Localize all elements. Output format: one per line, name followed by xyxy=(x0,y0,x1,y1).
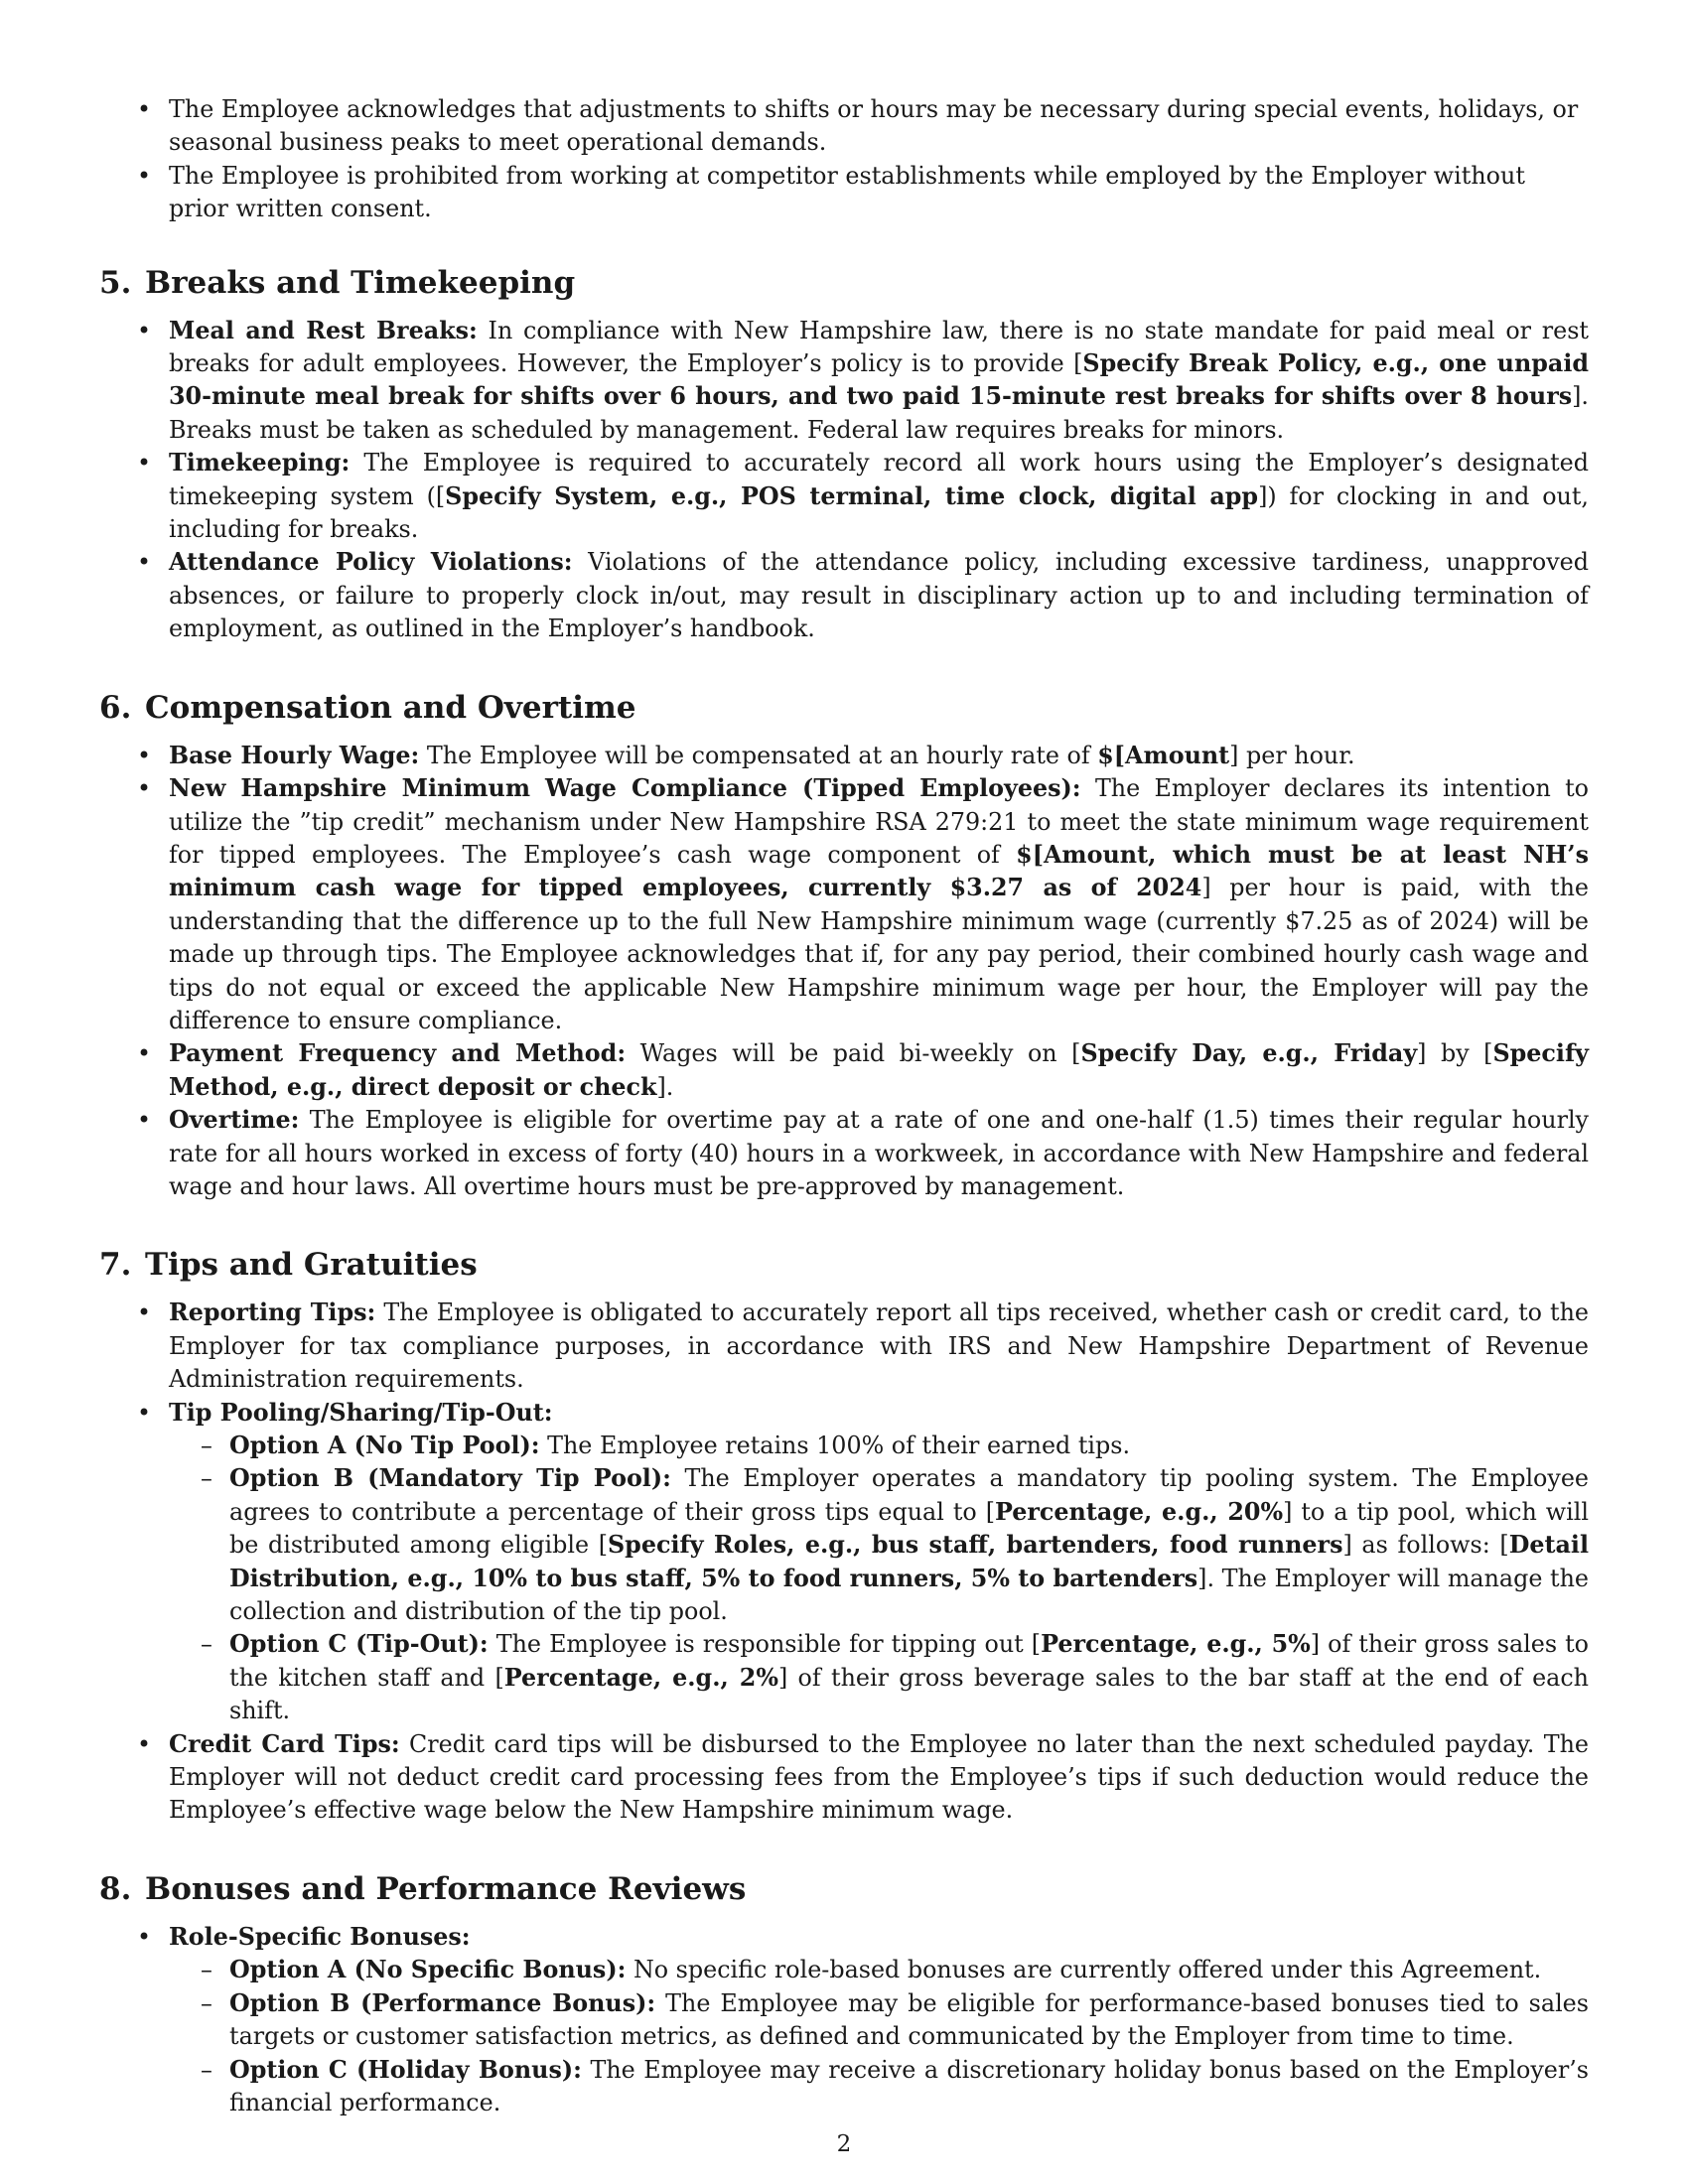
list-item: • The Employee is prohibited from working at competitor establishments while employed by the Employer without prior written consent. xyxy=(99,160,1589,226)
section-6-heading: 6. Compensation and Overtime xyxy=(99,689,636,726)
section-5-list xyxy=(99,315,1589,646)
document-page xyxy=(99,93,1589,2119)
list-item-timekeeping: • Timekeeping: The Employee is required to accurately record all work hours using the Employer’s designated timekeeping system ([Specify System, e.g., POS terminal, time clock, digital app]) for clocking in and out, including for breaks. xyxy=(99,447,1589,546)
list-item-attendance: • Attendance Policy Violations: Violations of the attendance policy, including excessive tardiness, unapproved absences, or failure to properly clock in/out, may result in disciplinary action up to and including termination of employment, as outlined in the Employer’s handbook. xyxy=(99,546,1589,645)
section-8-list xyxy=(99,1921,1589,2119)
section-5-heading: 5. Breaks and Timekeeping xyxy=(99,264,576,301)
list-item-payment: • Payment Frequency and Method: Wages will be paid bi-weekly on [Specify Day, e.g., Friday] by [Specify Method, e.g., direct deposit or check]. xyxy=(99,1037,1589,1104)
tip-option-b: – Option B (Mandatory Tip Pool): The Employer operates a mandatory tip pooling system. The Employee agrees to contribute a percentage of their gross tips equal to [Percentage, e.g., 20%] to a tip pool, which will be distributed among eligible [Specify Roles, e.g., bus staff, bartenders, food runners] as follows: [Detail Distribution, e.g., 10% to bus staff, 5% to food runners, 5% to bartenders]. The Employer will manage the collection and distribution of the tip pool. xyxy=(169,1462,1589,1628)
section-6-list xyxy=(99,740,1589,1204)
list-item-credit-card-tips: • Credit Card Tips: Credit card tips will be disbursed to the Employee no later than the next scheduled payday. The Employer will not deduct credit card processing fees from the Employee’s tips if such deduction would reduce the Employee’s effective wage below the New Hampshire minimum wage. xyxy=(99,1728,1589,1828)
section-7-heading: 7. Tips and Gratuities xyxy=(99,1247,478,1284)
bonus-option-c: – Option C (Holiday Bonus): The Employee may receive a discretionary holiday bonus based on the Employer’s financial performance. xyxy=(169,2054,1589,2120)
bonus-option-b: – Option B (Performance Bonus): The Employee may be eligible for performance-based bonuses tied to sales targets or customer satisfaction metrics, as defined and communicated by the Employer from time to time. xyxy=(169,1987,1589,2054)
page-number: 2 xyxy=(836,2131,852,2157)
list-item: • The Employee acknowledges that adjustments to shifts or hours may be necessary during special events, holidays, or seasonal business peaks to meet operational demands. xyxy=(99,93,1589,160)
section-8-heading: 8. Bonuses and Performance Reviews xyxy=(99,1870,747,1907)
list-item-overtime: • Overtime: The Employee is eligible for overtime pay at a rate of one and one-half (1.5) times their regular hourly rate for all hours worked in excess of forty (40) hours in a workweek, in accordance with New Hampshire and federal wage and hour laws. All overtime hours must be pre-approved by management. xyxy=(99,1104,1589,1203)
bonus-option-a: – Option A (No Specific Bonus): No specific role-based bonuses are currently offered under this Agreement. xyxy=(169,1954,1589,1986)
list-item-role-bonuses: • Role-Specific Bonuses: – Option A (No Specific Bonus): No specific role-based bonuses are currently offered under this Agreement. – Option B (Performance Bonus): The Employee may be eligible for performance-based bonuses tied to sales targets or customer satisfaction metrics, as defined and communicated by the Employer from time to time. – Option C (Holiday Bonus): The Employee may receive a discretionary holiday bonus based on the Employer’s financial performance. xyxy=(99,1921,1589,2119)
list-item-min-wage: • New Hampshire Minimum Wage Compliance (Tipped Employees): The Employer declares its intention to utilize the ”tip credit” mechanism under New Hampshire RSA 279:21 to meet the state minimum wage requirement for tipped employees. The Employee’s cash wage component of $[Amount, which must be at least NH’s minimum cash wage for tipped employees, currently $3.27 as of 2024] per hour is paid, with the understanding that the difference up to the full New Hampshire minimum wage (currently $7.25 as of 2024) will be made up through tips. The Employee acknowledges that if, for any pay period, their combined hourly cash wage and tips do not equal or exceed the applicable New Hampshire minimum wage per hour, the Employer will pay the difference to ensure compliance. xyxy=(99,772,1589,1037)
section-7-list xyxy=(99,1297,1589,1828)
tip-option-c: – Option C (Tip-Out): The Employee is responsible for tipping out [Percentage, e.g., 5%] of their gross sales to the kitchen staff and [Percentage, e.g., 2%] of their gross beverage sales to the bar staff at the end of each shift. xyxy=(169,1628,1589,1727)
tip-option-a: – Option A (No Tip Pool): The Employee retains 100% of their earned tips. xyxy=(169,1430,1589,1462)
bonus-options xyxy=(169,1954,1589,2119)
list-item-meal-breaks: • Meal and Rest Breaks: In compliance with New Hampshire law, there is no state mandate for paid meal or rest breaks for adult employees. However, the Employer’s policy is to provide [Specify Break Policy, e.g., one unpaid 30-minute meal break for shifts over 6 hours, and two paid 15-minute rest breaks for shifts over 8 hours]. Breaks must be taken as scheduled by management. Federal law requires breaks for minors. xyxy=(99,315,1589,448)
list-item-reporting-tips: • Reporting Tips: The Employee is obligated to accurately report all tips received, whether cash or credit card, to the Employer for tax compliance purposes, in accordance with IRS and New Hampshire Department of Revenue Administration requirements. xyxy=(99,1297,1589,1396)
list-item-tip-pooling: • Tip Pooling/Sharing/Tip-Out: – Option A (No Tip Pool): The Employee retains 100% of their earned tips. – Option B (Mandatory Tip Pool): The Employer operates a mandatory tip pooling system. The Employee agrees to contribute a percentage of their gross tips equal to [Percentage, e.g., 20%] to a tip pool, which will be distributed among eligible [Specify Roles, e.g., bus staff, bartenders, food runners] as follows: [Detail Distribution, e.g., 10% to bus staff, 5% to food runners, 5% to bartenders]. The Employer will manage the collection and distribution of the tip pool. – Option C (Tip-Out): The Employee is responsible for tipping out [Percentage, e.g., 5%] of their gross sales to the kitchen staff and [Percentage, e.g., 2%] of their gross beverage sales to the bar staff at the end of each shift. xyxy=(99,1397,1589,1728)
list-item-base-wage: • Base Hourly Wage: The Employee will be compensated at an hourly rate of $[Amount] per hour. xyxy=(99,740,1589,772)
tip-pooling-options xyxy=(169,1430,1589,1728)
intro-list xyxy=(99,93,1589,226)
